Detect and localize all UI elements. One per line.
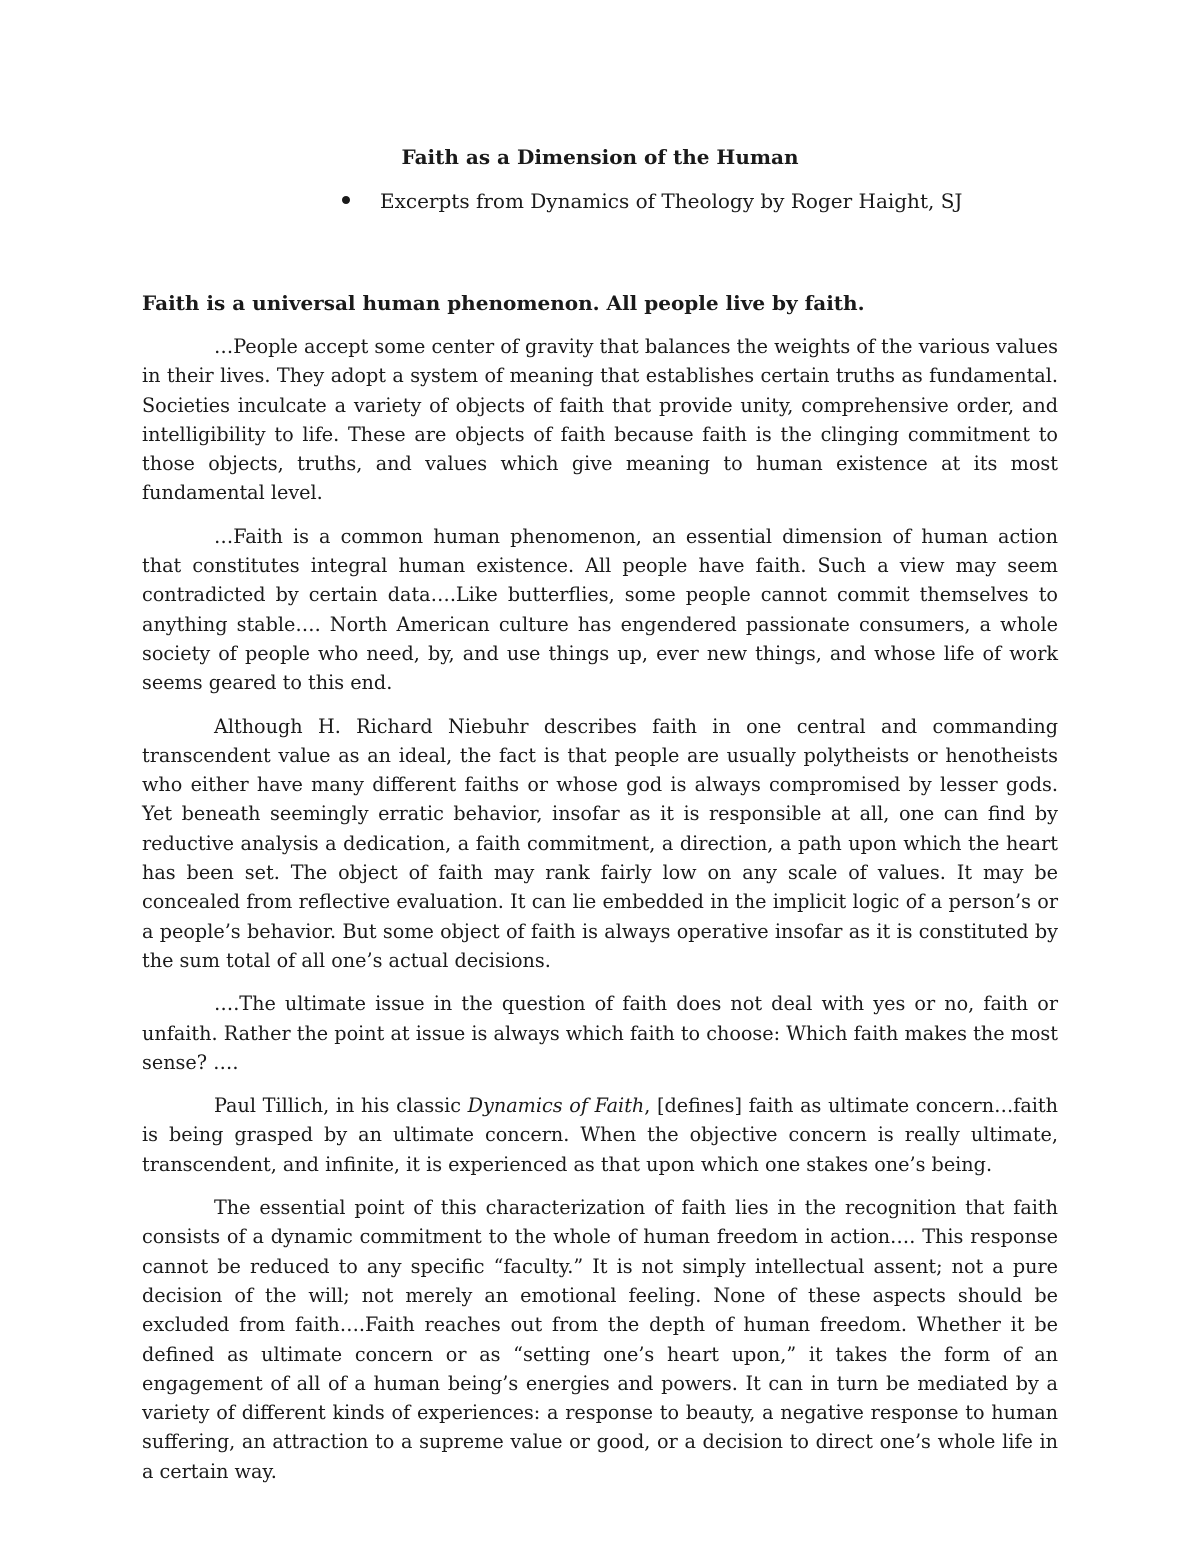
paragraph-3: Although H. Richard Niebuhr describes faith in one central and commanding transcendent value as an ideal, the fact is that people are usually polytheists or henotheists who either have many different faiths or whose god is always compromised by lesser gods. Yet beneath seemingly erratic behavior, insofar as it is responsible at all, one can find by reductive analysis a dedication, a faith commitment, a direction, a path upon which the heart has been set. The object of faith may rank fairly low on any scale of values. It may be concealed from reflective evaluation. It can lie embedded in the implicit logic of a person’s or a people’s behavior. But some object of faith is always operative insofar as it is constituted by the sum total of all one’s actual decisions. — [142, 714, 1058, 972]
book-title-italic: Dynamics of Faith — [467, 1094, 645, 1118]
paragraph-5-lead: Paul Tillich, in his classic — [214, 1094, 468, 1118]
paragraph-4: ….The ultimate issue in the question of faith does not deal with yes or no, faith or unfaith. Rather the point at issue is always which faith to choose: Which faith makes the most sense? …. — [142, 992, 1058, 1074]
section-heading: Faith is a universal human phenomenon. All people live by faith. — [142, 291, 865, 315]
paragraph-5 — [142, 1091, 1058, 1179]
bullet-icon — [342, 196, 350, 204]
paragraph-1: …People accept some center of gravity that balances the weights of the various values in their lives. They adopt a system of meaning that establishes certain truths as fundamental. Societies inculcate a variety of objects of faith that provide unity, comprehensive order, and intelligibility to life. These are objects of faith because faith is the clinging commitment to those objects, truths, and values which give meaning to human existence at its most fundamental level. — [142, 335, 1058, 505]
source-citation: Excerpts from Dynamics of Theology by Roger Haight, SJ — [380, 189, 963, 213]
document-title: Faith as a Dimension of the Human — [401, 145, 799, 169]
source-bullet — [142, 186, 1058, 216]
paragraph-6: The essential point of this characterization of faith lies in the recognition that faith consists of a dynamic commitment to the whole of human freedom in action…. This response cannot be reduced to any specific “faculty.” It is not simply intellectual assent; not a pure decision of the will; not merely an emotional feeling. None of these aspects should be excluded from faith….Faith reaches out from the depth of human freedom. Whether it be defined as ultimate concern or as “setting one’s heart upon,” it takes the form of an engagement of all of a human being’s energies and powers. It can in turn be mediated by a variety of different kinds of experiences: a response to beauty, a negative response to human suffering, an attraction to a supreme value or good, or a decision to direct one’s whole life in a certain way. — [142, 1196, 1058, 1483]
paragraph-5-rest: , [defines] faith as ultimate concern…faith is being grasped by an ultimate concern. When the objective concern is really ultimate, transcendent, and infinite, it is experienced as that upon which one stakes one’s being. — [142, 1094, 1059, 1176]
paragraph-2: …Faith is a common human phenomenon, an essential dimension of human action that constitutes integral human existence. All people have faith. Such a view may seem contradicted by certain data….Like butterflies, some people cannot commit themselves to anything stable…. North American culture has engendered passionate consumers, a whole society of people who need, by, and use things up, ever new things, and whose life of work seems geared to this end. — [142, 524, 1058, 695]
